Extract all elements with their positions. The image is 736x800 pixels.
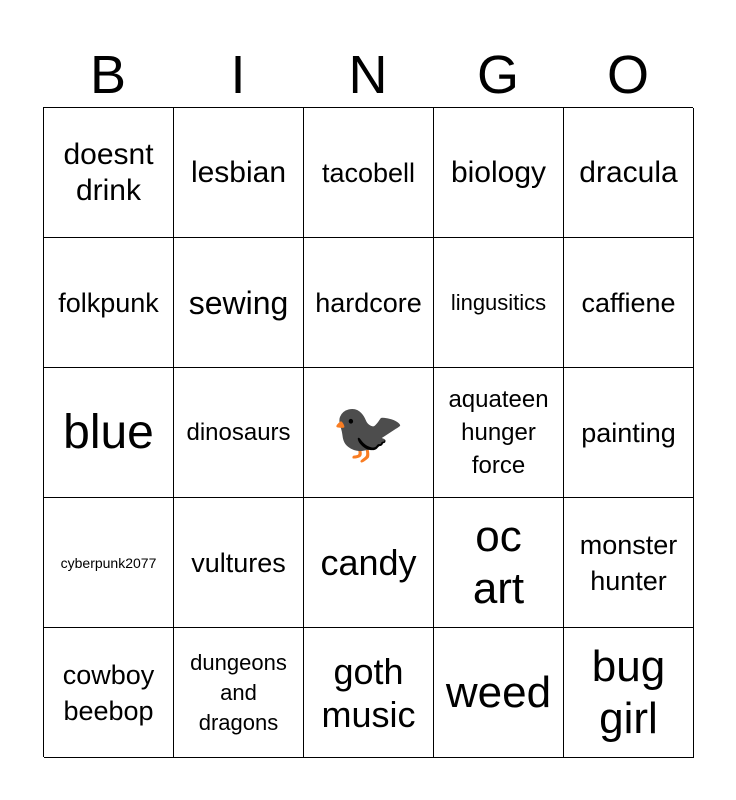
cell-text: goth music: [321, 650, 416, 735]
bingo-cell[interactable]: [304, 628, 434, 758]
cell-text: lingusitics: [450, 289, 547, 315]
header-letter-n: N: [348, 45, 388, 105]
bingo-header: [43, 44, 693, 106]
bingo-cell[interactable]: [564, 368, 694, 498]
bingo-cell[interactable]: [304, 108, 434, 238]
header-letter-o: O: [606, 45, 649, 105]
bingo-cell[interactable]: [44, 368, 174, 498]
bingo-cell[interactable]: [44, 108, 174, 238]
bingo-cell[interactable]: [564, 108, 694, 238]
free-space-cell[interactable]: [304, 368, 434, 498]
cell-text: bug girl: [591, 641, 666, 743]
bingo-cell[interactable]: [564, 498, 694, 628]
cell-text: cyberpunk2077: [60, 554, 157, 571]
cell-text: painting: [581, 417, 676, 448]
bingo-board: [43, 107, 693, 757]
cell-text: dungeons and dragons: [190, 649, 287, 735]
bingo-cell[interactable]: [44, 498, 174, 628]
cell-text: sewing: [188, 284, 289, 321]
bingo-cell[interactable]: [304, 238, 434, 368]
cell-text: monster hunter: [579, 529, 678, 596]
cell-text: cowboy beebop: [62, 659, 155, 726]
cell-text: caffiene: [581, 287, 676, 318]
bingo-cell[interactable]: [434, 368, 564, 498]
cell-text: biology: [450, 155, 547, 189]
bingo-cell[interactable]: [564, 238, 694, 368]
cell-text: hardcore: [315, 287, 422, 318]
cell-text: oc art: [472, 511, 525, 613]
bingo-cell[interactable]: [434, 498, 564, 628]
cell-text: aquateen hunger force: [448, 386, 549, 479]
bingo-cell[interactable]: [174, 108, 304, 238]
bingo-cell[interactable]: [174, 628, 304, 758]
cell-text: lesbian: [190, 155, 287, 189]
bingo-cell[interactable]: [434, 628, 564, 758]
bingo-cell[interactable]: [564, 628, 694, 758]
bingo-cell[interactable]: [434, 238, 564, 368]
bingo-cell[interactable]: [434, 108, 564, 238]
bingo-cell[interactable]: [304, 498, 434, 628]
bingo-cell[interactable]: [174, 238, 304, 368]
bingo-cell[interactable]: [174, 498, 304, 628]
cell-text: doesnt drink: [63, 137, 154, 207]
cell-text: tacobell: [321, 157, 416, 188]
header-letter-g: G: [476, 45, 519, 105]
header-letter-i: I: [230, 45, 246, 105]
black-bird-icon: 🐦‍⬛: [331, 398, 406, 466]
cell-text: dinosaurs: [186, 419, 291, 446]
cell-text: weed: [445, 667, 552, 717]
bingo-cell[interactable]: [174, 368, 304, 498]
cell-text: vultures: [191, 547, 286, 578]
cell-text: folkpunk: [58, 287, 159, 318]
cell-text: blue: [63, 405, 154, 459]
cell-text: candy: [320, 542, 417, 583]
cell-text: dracula: [579, 155, 678, 189]
bingo-cell[interactable]: [44, 238, 174, 368]
bingo-cell[interactable]: [44, 628, 174, 758]
header-letter-b: B: [89, 45, 127, 105]
